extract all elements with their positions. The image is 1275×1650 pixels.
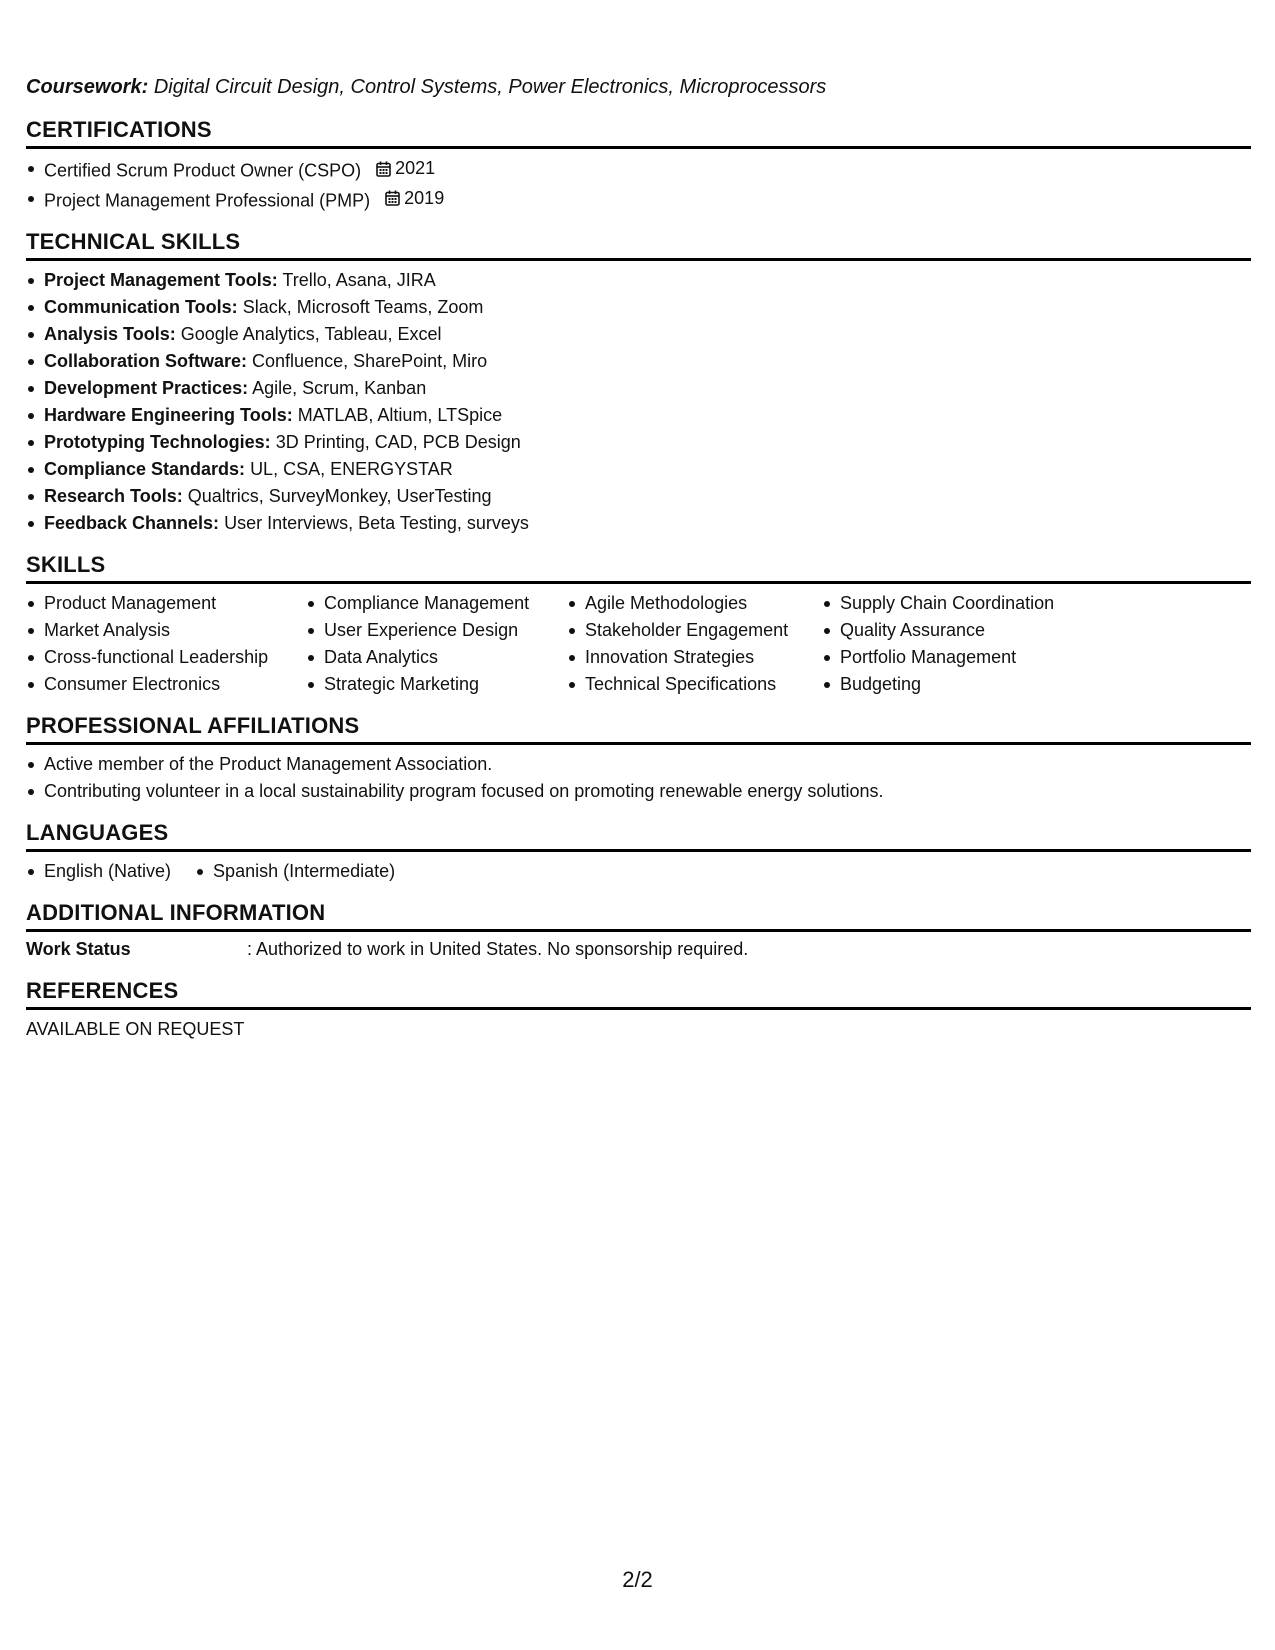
skills-column [306, 590, 567, 698]
skill-item: Budgeting [822, 671, 1122, 698]
page-number: 2/2 [622, 1567, 653, 1592]
certification-date [385, 185, 444, 212]
work-status-row [26, 936, 1251, 963]
technical-skill-label: Communication Tools: [44, 297, 238, 317]
technical-skill-item [26, 294, 1251, 321]
technical-skill-value: MATLAB, Altium, LTSpice [297, 405, 503, 425]
skills-grid [26, 590, 1251, 698]
languages-heading: LANGUAGES [26, 819, 1251, 852]
certification-name: Project Management Professional (PMP) [44, 190, 371, 210]
skills-column [26, 590, 306, 698]
technical-skill-item [26, 402, 1251, 429]
skill-item: Supply Chain Coordination [822, 590, 1122, 617]
calendar-icon [376, 161, 391, 177]
technical-skill-item [26, 348, 1251, 375]
technical-skills-section [26, 228, 1251, 537]
calendar-icon [385, 190, 400, 206]
skills-heading: SKILLS [26, 551, 1251, 584]
skills-section [26, 551, 1251, 698]
skill-item: Market Analysis [26, 617, 306, 644]
skill-item: Stakeholder Engagement [567, 617, 822, 644]
certification-year: 2021 [395, 158, 436, 178]
certifications-heading: CERTIFICATIONS [26, 116, 1251, 149]
skill-item: Strategic Marketing [306, 671, 567, 698]
skill-item: Consumer Electronics [26, 671, 306, 698]
affiliations-list [26, 751, 1251, 805]
technical-skill-item [26, 321, 1251, 348]
technical-skill-item [26, 510, 1251, 537]
technical-skill-label: Collaboration Software: [44, 351, 248, 371]
technical-skill-label: Analysis Tools: [44, 324, 176, 344]
certifications-section [26, 116, 1251, 214]
certification-name: Certified Scrum Product Owner (CSPO) [44, 160, 362, 181]
technical-skill-value: Google Analytics, Tableau, Excel [180, 324, 442, 344]
coursework-value: Digital Circuit Design, Control Systems, Power Electronics, Microprocessors [153, 76, 827, 98]
technical-skill-label: Compliance Standards: [44, 459, 246, 479]
certification-date [376, 155, 435, 182]
skill-item: Quality Assurance [822, 617, 1122, 644]
technical-skill-item [26, 429, 1251, 456]
technical-skill-label: Research Tools: [44, 486, 183, 506]
skill-item: Cross-functional Leadership [26, 644, 306, 671]
technical-skill-item [26, 456, 1251, 483]
skill-item: Compliance Management [306, 590, 567, 617]
technical-skills-heading: TECHNICAL SKILLS [26, 228, 1251, 261]
technical-skill-value: User Interviews, Beta Testing, surveys [224, 513, 529, 533]
technical-skill-value: UL, CSA, ENERGYSTAR [250, 459, 453, 479]
affiliations-section [26, 712, 1251, 805]
skill-item: Data Analytics [306, 644, 567, 671]
affiliation-item: Active member of the Product Management Association. [26, 751, 1251, 778]
technical-skill-value: Trello, Asana, JIRA [282, 270, 436, 290]
references-section [26, 977, 1251, 1043]
work-status-label: Work Status [26, 939, 131, 959]
certification-year: 2019 [404, 187, 445, 208]
language-item: English (Native) [26, 858, 171, 885]
technical-skill-label: Development Practices: [44, 378, 249, 398]
technical-skill-item [26, 267, 1251, 294]
certification-item [26, 155, 1251, 185]
technical-skill-value: Confluence, SharePoint, Miro [252, 351, 488, 371]
technical-skill-item [26, 375, 1251, 402]
skill-item: Portfolio Management [822, 644, 1122, 671]
technical-skill-label: Feedback Channels: [44, 513, 220, 533]
skill-item: User Experience Design [306, 617, 567, 644]
technical-skill-item [26, 483, 1251, 510]
languages-row [26, 858, 1251, 885]
skills-column [567, 590, 822, 698]
coursework-line [26, 74, 1251, 100]
skill-item: Technical Specifications [567, 671, 822, 698]
skill-item: Agile Methodologies [567, 590, 822, 617]
technical-skills-list [26, 267, 1251, 537]
affiliations-heading: PROFESSIONAL AFFILIATIONS [26, 712, 1251, 745]
skill-item: Innovation Strategies [567, 644, 822, 671]
skills-column [822, 590, 1122, 698]
certification-item [26, 185, 1251, 215]
references-heading: REFERENCES [26, 977, 1251, 1010]
work-status-value: : Authorized to work in United States. No sponsorship required. [247, 939, 749, 959]
language-item: Spanish (Intermediate) [195, 858, 395, 885]
technical-skill-value: 3D Printing, CAD, PCB Design [275, 432, 521, 452]
certifications-list [26, 155, 1251, 214]
technical-skill-label: Prototyping Technologies: [44, 432, 271, 452]
technical-skill-value: Agile, Scrum, Kanban [252, 378, 427, 398]
resume-page [26, 74, 1251, 1057]
technical-skill-value: Slack, Microsoft Teams, Zoom [242, 297, 484, 317]
references-text: AVAILABLE ON REQUEST [26, 1019, 245, 1039]
languages-section [26, 819, 1251, 885]
coursework-label: Coursework: [26, 76, 149, 98]
languages-list [26, 858, 419, 885]
skill-item: Product Management [26, 590, 306, 617]
technical-skill-label: Hardware Engineering Tools: [44, 405, 293, 425]
technical-skill-label: Project Management Tools: [44, 270, 278, 290]
affiliation-item: Contributing volunteer in a local sustainability program focused on promoting renewable energy solutions. [26, 778, 1251, 805]
additional-information-heading: ADDITIONAL INFORMATION [26, 899, 1251, 932]
additional-information-section [26, 899, 1251, 963]
technical-skill-value: Qualtrics, SurveyMonkey, UserTesting [187, 486, 492, 506]
